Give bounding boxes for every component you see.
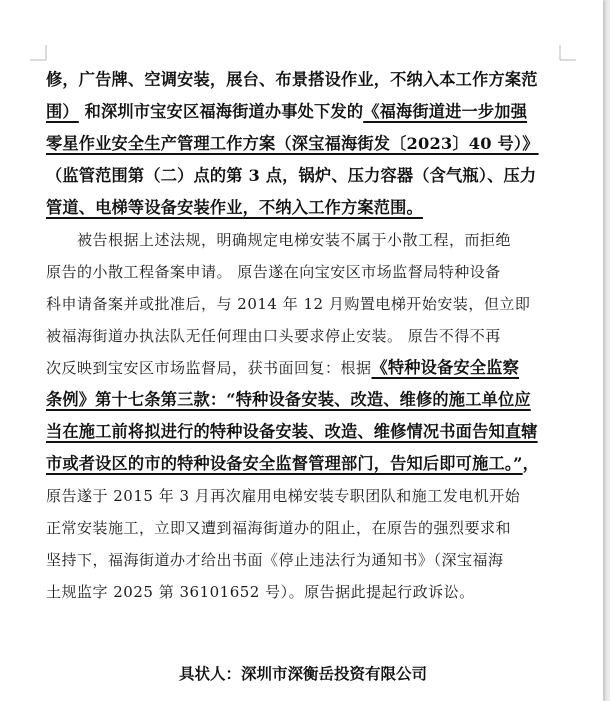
- text-line: [46, 416, 560, 448]
- text-line: [46, 160, 560, 192]
- text-line: [46, 320, 560, 352]
- text-line: [46, 192, 560, 224]
- text-line: [46, 288, 560, 320]
- text-line: [46, 64, 560, 96]
- text-line: [46, 512, 560, 544]
- text-run: 围）: [46, 102, 79, 121]
- text-run: 当在施工前将拟进行的特种设备安装、改造、维修情况书面告知直辖: [46, 422, 538, 441]
- text-run: 和深圳市宝安区福海街道办事处下发的: [78, 102, 364, 121]
- text-line: [46, 352, 560, 384]
- text-run: ，: [522, 454, 540, 473]
- text-run: 正常安装施工，立即又遭到福海街道办的阻止，在原告的强烈要求和: [46, 519, 512, 537]
- document-body: [46, 64, 560, 608]
- text-line: [46, 96, 560, 128]
- text-run: 次反映到宝安区市场监督局，获书面回复：根据: [46, 359, 372, 377]
- text-run: 坚持下，福海街道办才给出书面《停止违法行为通知书》（深宝福海: [46, 551, 504, 569]
- text-run: 科申请备案并或批准后，与 2014 年 12 月购置电梯开始安装，但立即: [46, 295, 531, 313]
- text-line: [46, 576, 560, 608]
- crop-mark-top-right: [560, 45, 576, 60]
- text-line: [46, 544, 560, 576]
- text-run: 修，广告牌、空调安装，展台、布景搭设作业，不纳入本工作方案范: [46, 70, 538, 89]
- signature-line: 具状人：深圳市深衡岳投资有限公司: [178, 664, 427, 683]
- text-run: 被福海街道办执法队无任何理由口头要求停止安装。 原告不得不再: [46, 327, 501, 345]
- text-run: 管道、电梯等设备安装作业，不纳入工作方案范围。: [46, 198, 423, 217]
- crop-mark-top-left: [30, 45, 46, 60]
- text-line: [46, 480, 560, 512]
- text-run: 原告的小散工程备案申请。 原告遂在向宝安区市场监督局特种设备: [46, 263, 501, 281]
- text-run: 《福海街道进一步加强: [363, 102, 528, 121]
- text-line: [46, 128, 560, 160]
- text-run: 土规监字 2025 第 36101652 号）。原告据此提起行政诉讼。: [46, 583, 475, 601]
- text-line: [46, 224, 560, 256]
- text-run: 条例》第十七条第三款：“特种设备安装、改造、维修的施工单位应: [46, 390, 531, 409]
- text-run: 原告遂于 2015 年 3 月再次雇用电梯安装专职团队和施工发电机开始: [46, 487, 521, 505]
- text-run: （监管范围第（二）点的第 3 点，锅炉、压力容器（含气瓶）、压力: [46, 166, 537, 185]
- text-line: [46, 256, 560, 288]
- text-line: [46, 384, 560, 416]
- text-run: 被告根据上述法规，明确规定电梯安装不属于小散工程，而拒绝: [77, 231, 512, 249]
- text-run: 《特种设备安全监察: [371, 358, 520, 377]
- text-line: [46, 448, 560, 480]
- text-run: 市或者设区的市的特种设备安全监督管理部门，告知后即可施工。”: [46, 454, 523, 473]
- text-run: 零星作业安全生产管理工作方案（深宝福海街发〔2023〕40 号）》: [46, 134, 539, 153]
